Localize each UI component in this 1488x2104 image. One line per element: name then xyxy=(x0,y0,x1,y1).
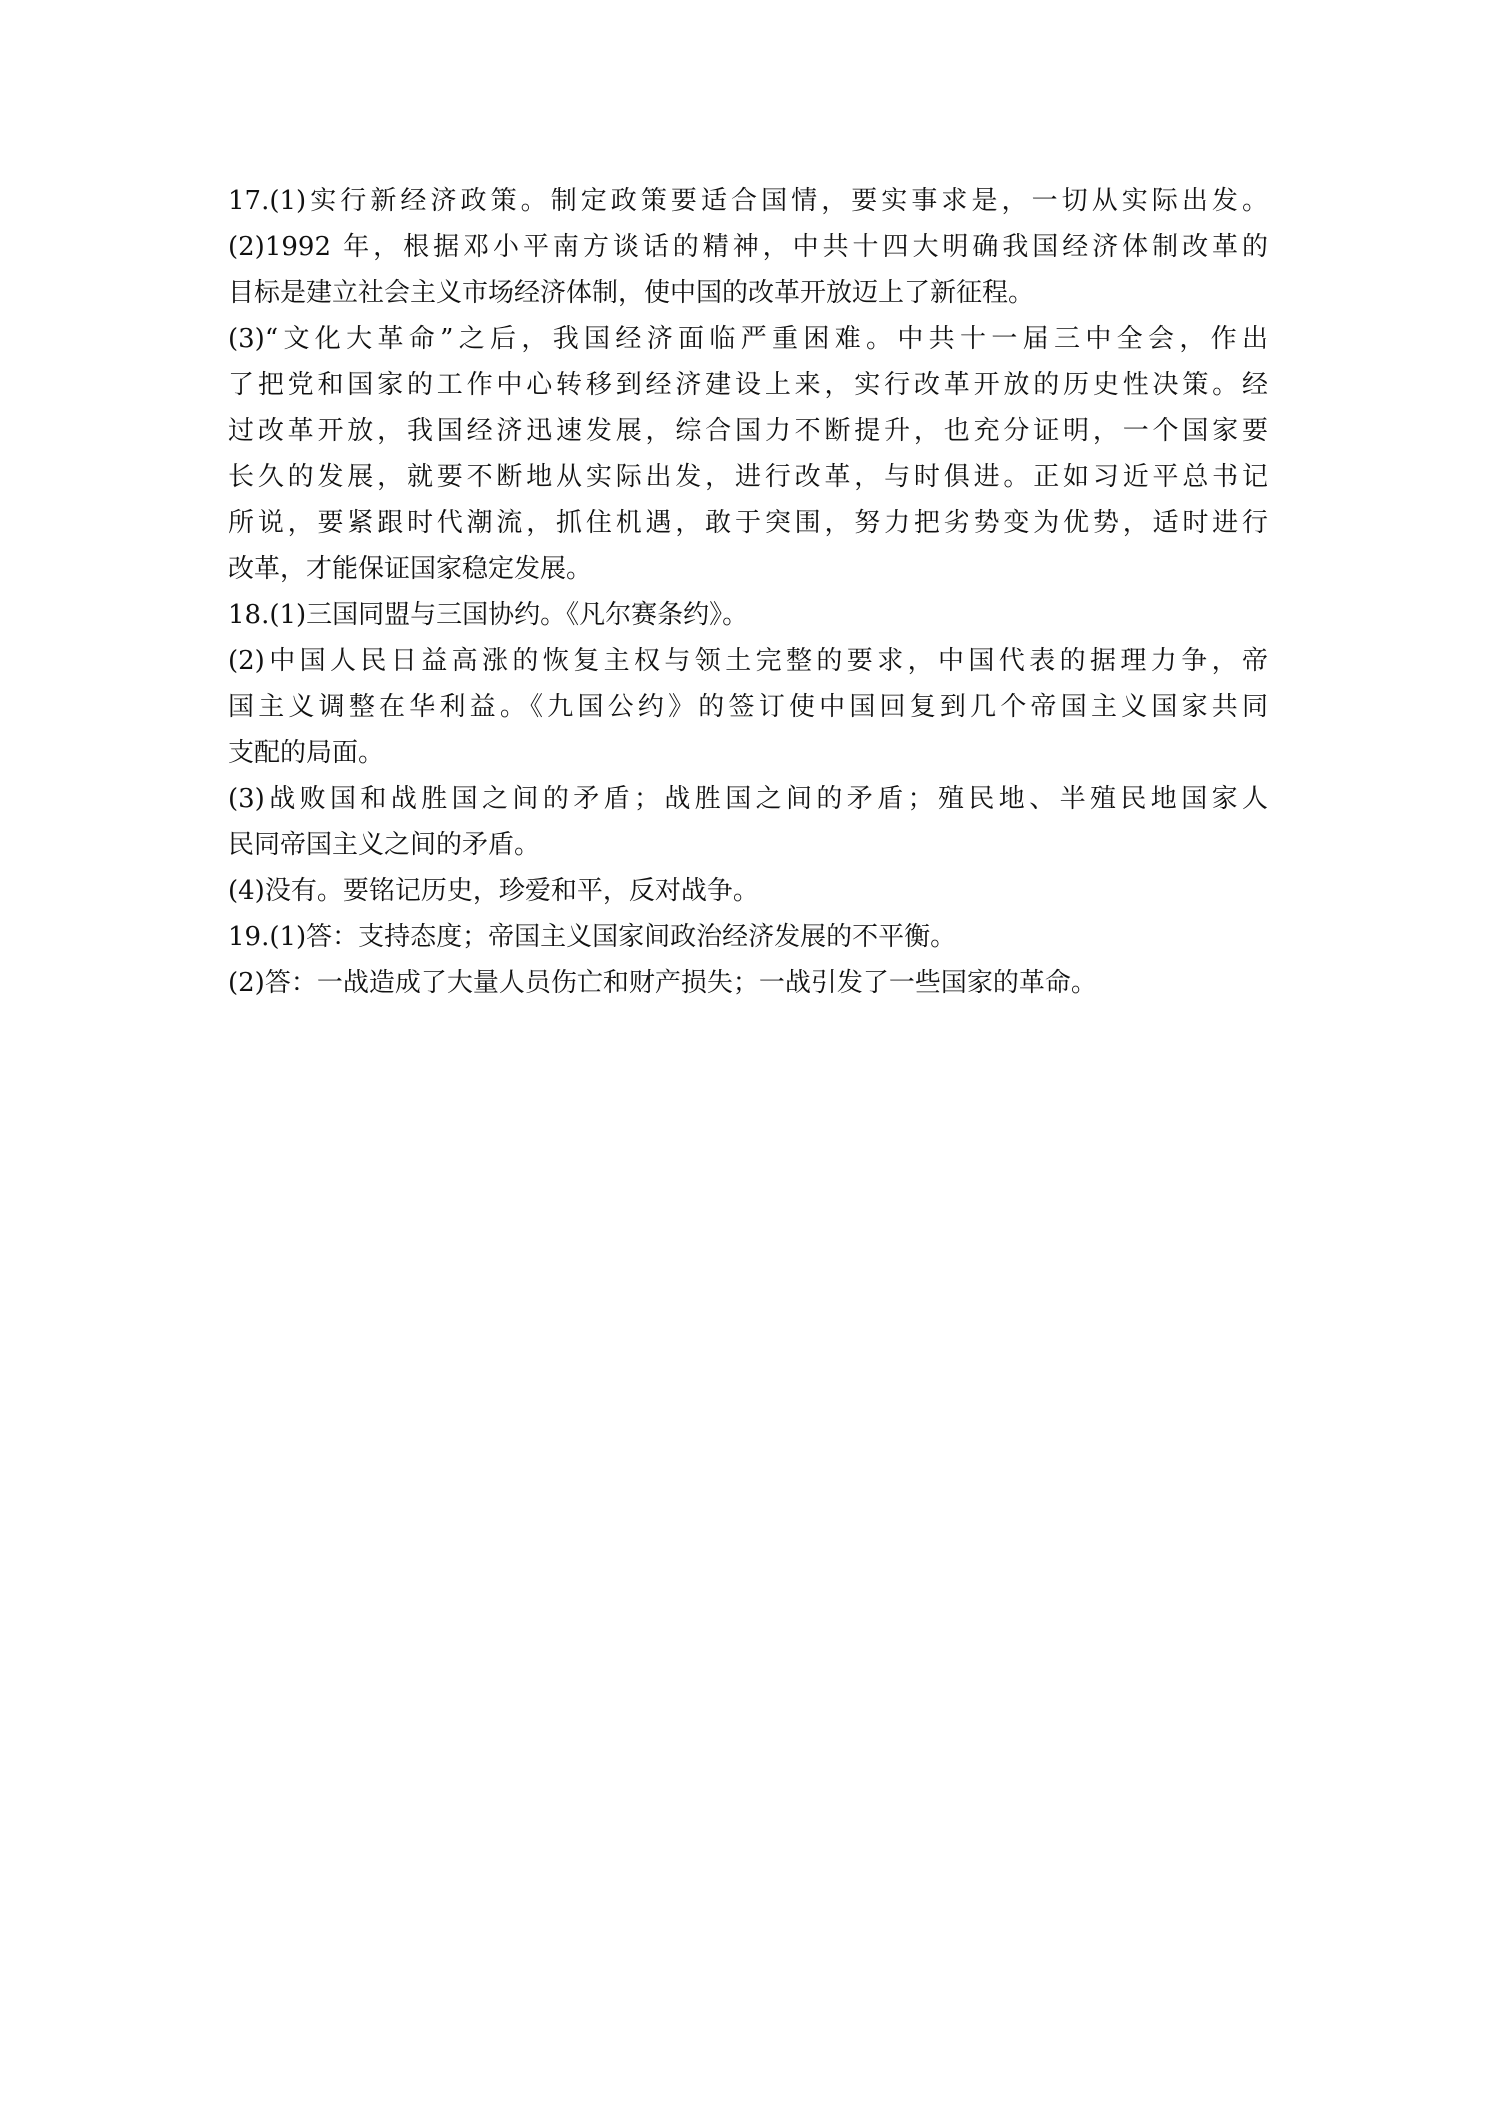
text-line: 目标是建立社会主义市场经济体制，使中国的改革开放迈上了新征程。 xyxy=(228,278,1035,308)
text-line: (2)中国人民日益高涨的恢复主权与领土完整的要求，中国代表的据理力争，帝 xyxy=(228,646,1268,676)
text-line: (2)1992 年，根据邓小平南方谈话的精神，中共十四大明确我国经济体制改革的 xyxy=(228,232,1268,262)
text-line: 过改革开放，我国经济迅速发展，综合国力不断提升，也充分证明，一个国家要 xyxy=(228,416,1268,446)
text-line: (3)战败国和战胜国之间的矛盾；战胜国之间的矛盾；殖民地、半殖民地国家人 xyxy=(228,784,1268,814)
text-line: 19.(1)答：支持态度；帝国主义国家间政治经济发展的不平衡。 xyxy=(228,922,957,952)
text-line: (2)答：一战造成了大量人员伤亡和财产损失；一战引发了一些国家的革命。 xyxy=(228,968,1097,998)
answer-text xyxy=(228,178,1268,1006)
text-line: 长久的发展，就要不断地从实际出发，进行改革，与时俱进。正如习近平总书记 xyxy=(228,462,1268,492)
text-line: 所说，要紧跟时代潮流，抓住机遇，敢于突围，努力把劣势变为优势，适时进行 xyxy=(228,508,1268,538)
text-line: (4)没有。要铭记历史，珍爱和平，反对战争。 xyxy=(228,876,759,906)
text-line: 改革，才能保证国家稳定发展。 xyxy=(228,554,593,584)
text-line: 国主义调整在华利益。《九国公约》的签订使中国回复到几个帝国主义国家共同 xyxy=(228,692,1268,722)
text-line: 了把党和国家的工作中心转移到经济建设上来，实行改革开放的历史性决策。经 xyxy=(228,370,1268,400)
text-line: 民同帝国主义之间的矛盾。 xyxy=(228,830,541,860)
text-line: 18.(1)三国同盟与三国协约。《凡尔赛条约》。 xyxy=(228,600,749,630)
text-line: (3)“文化大革命”之后，我国经济面临严重困难。中共十一届三中全会，作出 xyxy=(228,324,1268,354)
text-line: 支配的局面。 xyxy=(228,738,385,768)
text-line: 17.(1)实行新经济政策。制定政策要适合国情，要实事求是，一切从实际出发。 xyxy=(228,186,1268,216)
